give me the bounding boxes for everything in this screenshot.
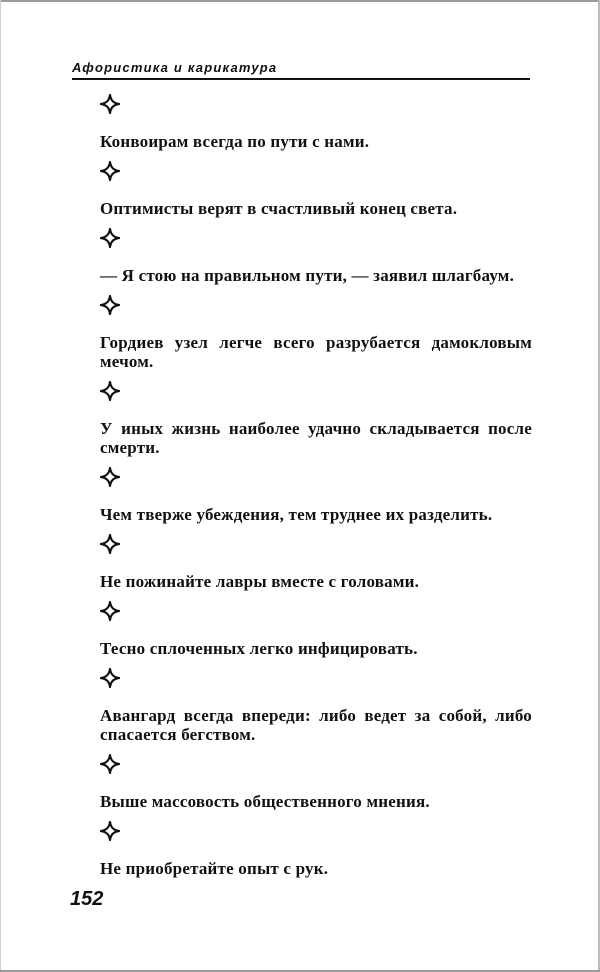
aphorism-entry: [100, 601, 532, 658]
aphorism-text: Авангард всегда впереди: либо ведет за собой, либо спасается бегством.: [100, 706, 532, 744]
four-point-star-icon: [100, 161, 120, 181]
aphorism-entry: [100, 94, 532, 151]
four-point-star-icon: [100, 668, 120, 688]
aphorism-text: Тесно сплоченных легко инфицировать.: [100, 639, 418, 658]
aphorism-entry: [100, 668, 532, 744]
aphorism-text: У иных жизнь наиболее удачно складывается после смерти.: [100, 419, 532, 457]
four-point-star-icon: [100, 821, 120, 841]
page-border-left: [0, 0, 1, 972]
aphorism-entry: [100, 754, 532, 811]
aphorism-text: Не пожинайте лавры вместе с головами.: [100, 572, 420, 591]
aphorism-entry: [100, 295, 532, 371]
four-point-star-icon: [100, 467, 120, 487]
aphorism-list: [100, 94, 532, 888]
aphorism-text: Гордиев узел легче всего разрубается дамокловым мечом.: [100, 333, 532, 371]
four-point-star-icon: [100, 601, 120, 621]
four-point-star-icon: [100, 228, 120, 248]
aphorism-entry: [100, 821, 532, 878]
aphorism-entry: [100, 534, 532, 591]
aphorism-entry: [100, 381, 532, 457]
four-point-star-icon: [100, 94, 120, 114]
aphorism-text: Не приобретайте опыт с рук.: [100, 859, 329, 878]
four-point-star-icon: [100, 381, 120, 401]
page-border-top: [0, 0, 600, 2]
aphorism-entry: [100, 228, 532, 285]
four-point-star-icon: [100, 534, 120, 554]
aphorism-text: Чем тверже убеждения, тем труднее их разделить.: [100, 505, 493, 524]
aphorism-text: Выше массовость общественного мнения.: [100, 792, 430, 811]
running-head-title: Афористика и карикатура: [72, 60, 278, 75]
aphorism-text: — Я стою на правильном пути, — заявил шлагбаум.: [100, 266, 515, 285]
aphorism-entry: [100, 161, 532, 218]
aphorism-text: Конвоирам всегда по пути с нами.: [100, 132, 370, 151]
four-point-star-icon: [100, 295, 120, 315]
aphorism-entry: [100, 467, 532, 524]
aphorism-text: Оптимисты верят в счастливый конец света.: [100, 199, 458, 218]
header-rule: [72, 78, 530, 80]
four-point-star-icon: [100, 754, 120, 774]
page-number: 152: [70, 888, 104, 910]
